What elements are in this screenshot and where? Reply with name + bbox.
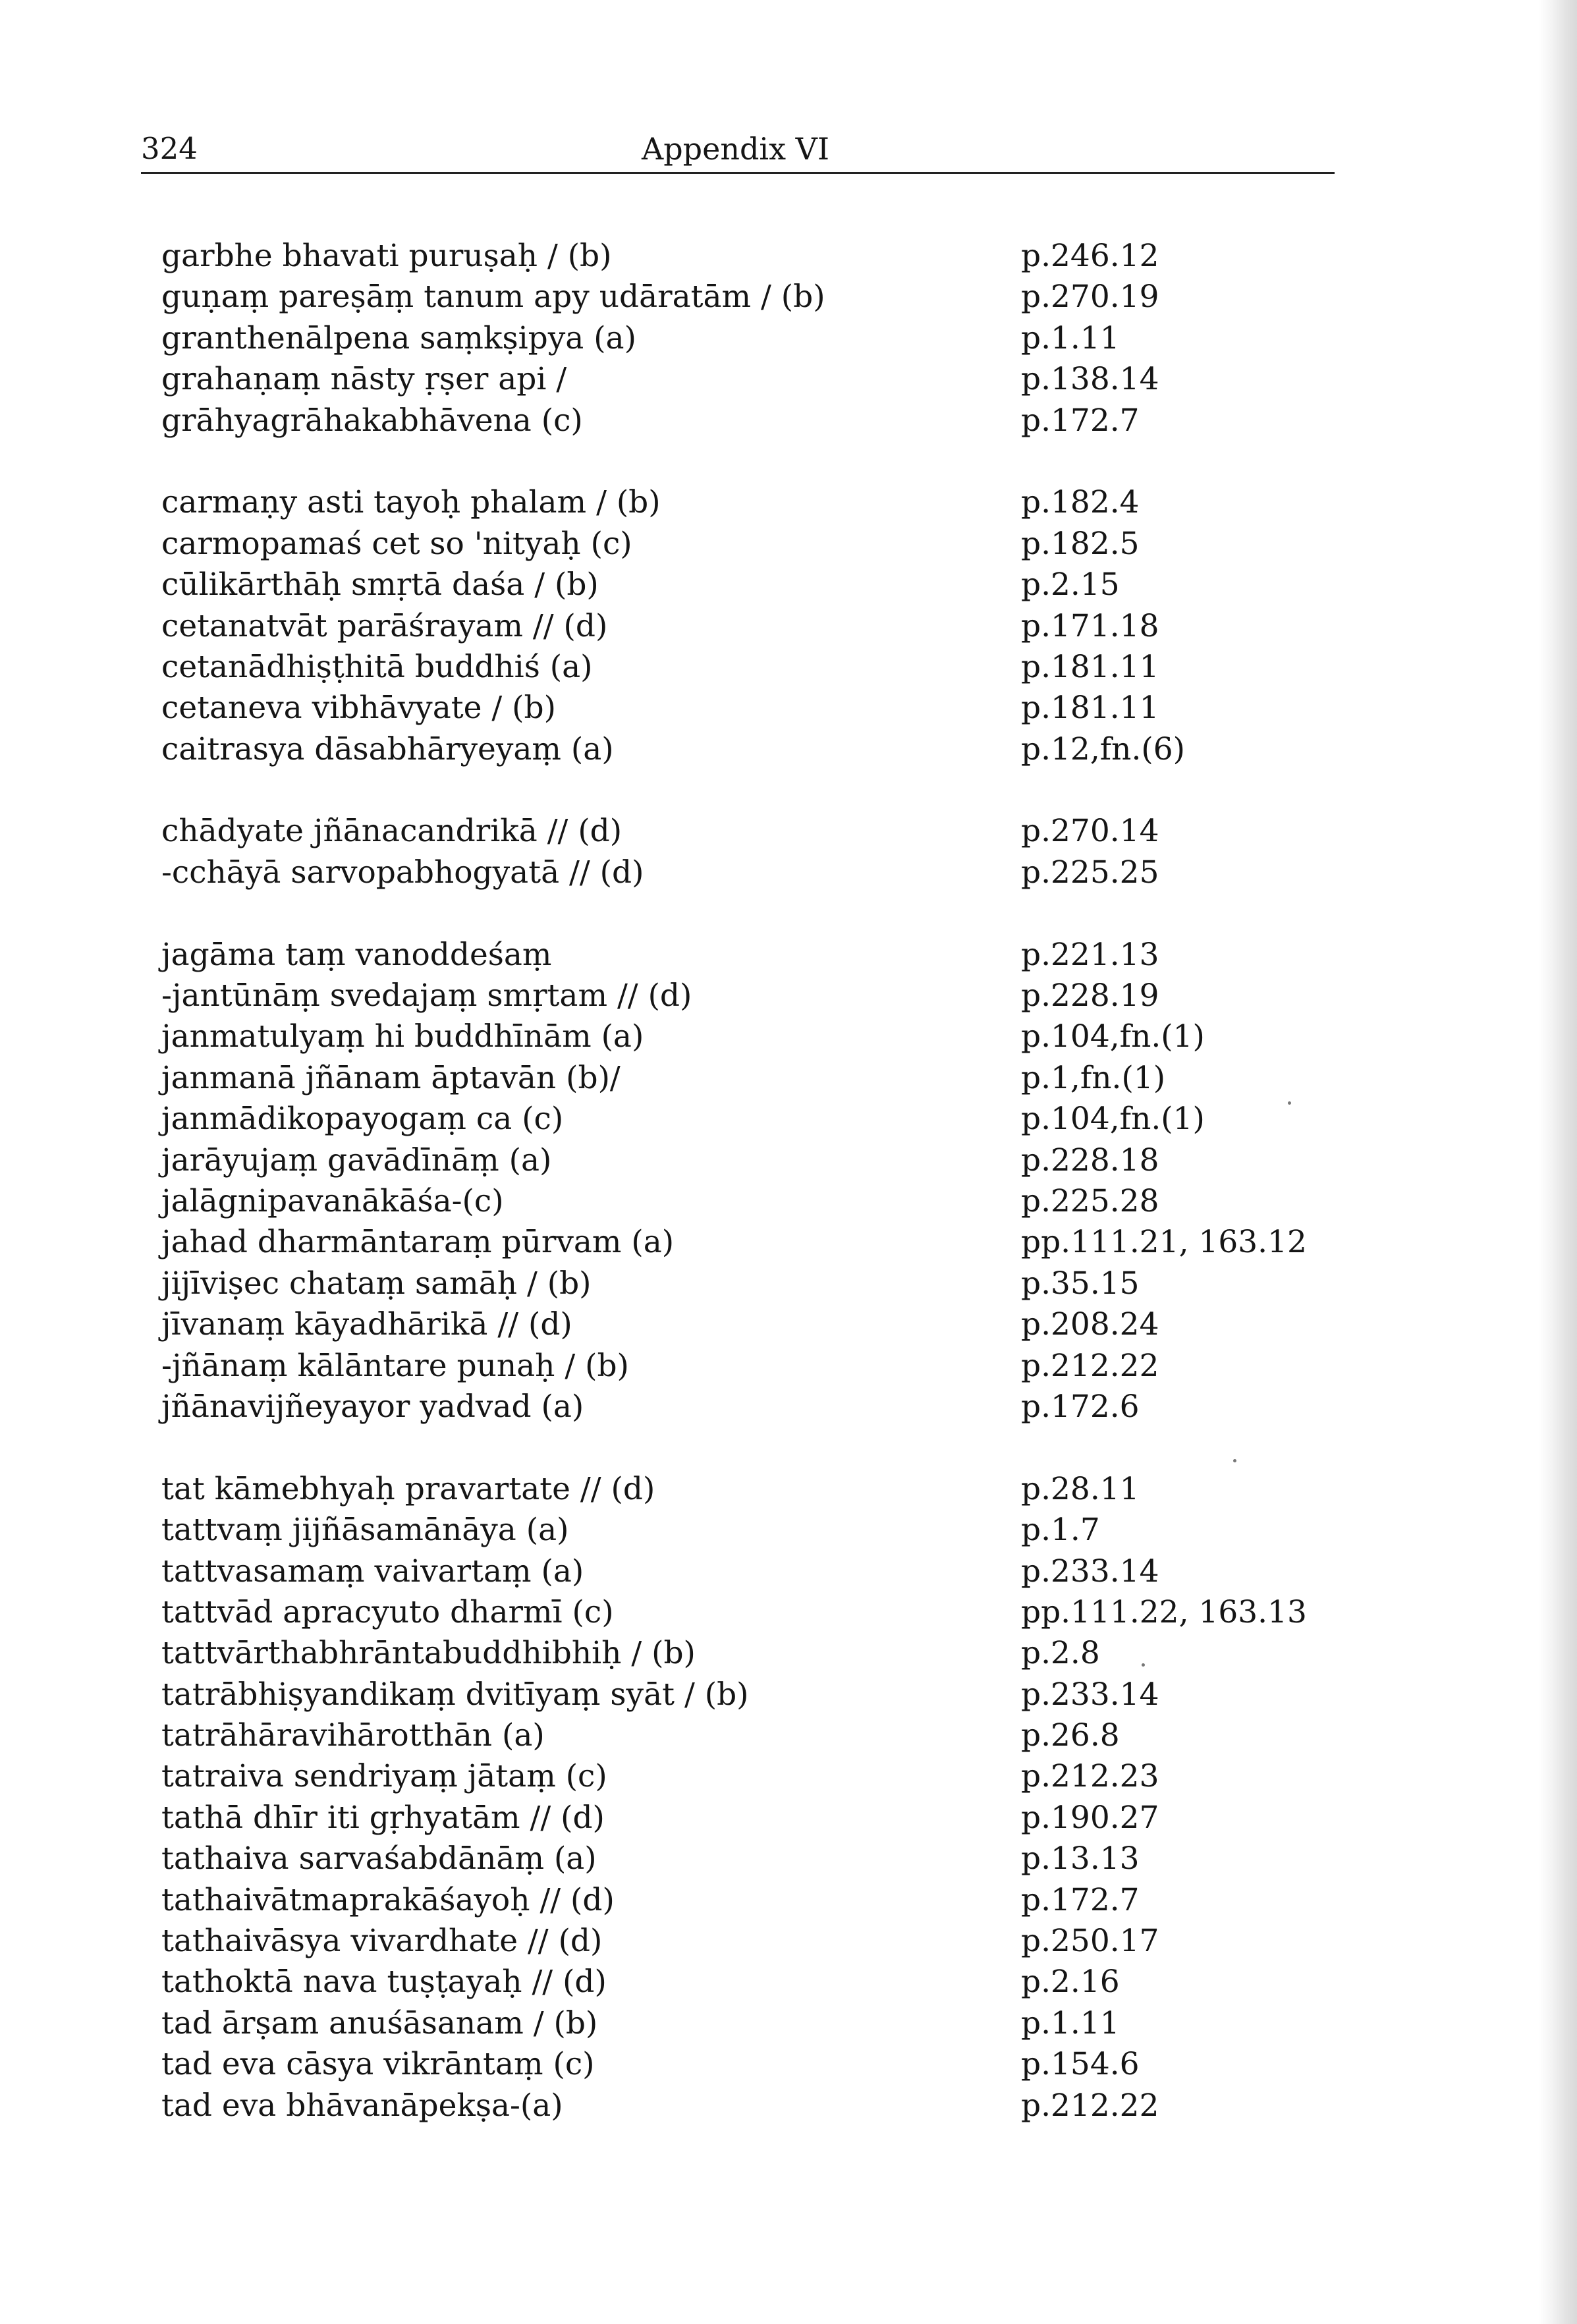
entry-group — [161, 935, 1334, 1428]
page-reference: p.104,fn.(1) — [1021, 1018, 1205, 1055]
index-entry — [161, 1510, 1334, 1551]
verse-text: jagāma taṃ vanoddeśaṃ — [161, 936, 552, 973]
index-entry — [161, 236, 1334, 277]
verse-text: jahad dharmāntaraṃ pūrvam (a) — [161, 1224, 675, 1261]
verse-text: tad eva cāsya vikrāntaṃ (c) — [161, 2046, 595, 2083]
index-entry — [161, 318, 1334, 359]
page-reference: p.2.8 — [1021, 1635, 1100, 1672]
page-reference: p.208.24 — [1021, 1306, 1159, 1343]
page-reference: p.1.11 — [1021, 2005, 1120, 2041]
verse-text: tattvād apracyuto dharmī (c) — [161, 1593, 614, 1630]
verse-text: carmopamaś cet so 'nityaḥ (c) — [161, 525, 632, 562]
print-speck — [1288, 1101, 1291, 1105]
index-entry — [161, 1140, 1334, 1181]
index-entry — [161, 1346, 1334, 1387]
page-reference: p.228.19 — [1021, 978, 1159, 1014]
verse-text: tatrābhiṣyandikaṃ dvitīyaṃ syāt / (b) — [161, 1676, 749, 1713]
index-entry — [161, 401, 1334, 441]
index-entry — [161, 606, 1334, 647]
index-entry — [161, 935, 1334, 976]
page-reference: p.233.14 — [1021, 1676, 1159, 1713]
index-entry — [161, 1674, 1334, 1715]
index-entry — [161, 1387, 1334, 1427]
verse-text: janmanā jñānam āptavān (b)/ — [161, 1059, 621, 1096]
index-entry — [161, 1551, 1334, 1592]
page-reference: p.225.28 — [1021, 1182, 1159, 1219]
index-entry — [161, 2086, 1334, 2126]
page-reference: p.2.16 — [1021, 1964, 1120, 2001]
index-entry — [161, 1304, 1334, 1345]
page-reference: pp.111.21, 163.12 — [1021, 1224, 1307, 1261]
index-entry — [161, 1099, 1334, 1140]
verse-text: guṇaṃ pareṣāṃ tanum apy udāratām / (b) — [161, 279, 825, 316]
index-entry — [161, 482, 1334, 523]
header-rule — [141, 172, 1335, 174]
page-reference: p.154.6 — [1021, 2046, 1140, 2083]
verse-text: jarāyujaṃ gavādīnāṃ (a) — [161, 1142, 552, 1178]
verse-text: tathaiva sarvaśabdānāṃ (a) — [161, 1840, 597, 1877]
verse-text: tatrāhāravihārotthān (a) — [161, 1717, 545, 1754]
index-entry — [161, 1222, 1334, 1263]
page-number: 324 — [141, 131, 198, 166]
running-header — [141, 129, 1335, 175]
index-entry — [161, 729, 1334, 770]
verse-text: cetanādhiṣṭhitā buddhiś (a) — [161, 648, 593, 685]
verse-text: tattvārthabhrāntabuddhibhiḥ / (b) — [161, 1635, 696, 1672]
page-reference: p.212.23 — [1021, 1758, 1159, 1795]
verse-text: grāhyagrāhakabhāvena (c) — [161, 402, 583, 439]
verse-text: tattvaṃ jijñāsamānāya (a) — [161, 1512, 569, 1549]
index-entry — [161, 2044, 1334, 2085]
page-reference: p.104,fn.(1) — [1021, 1101, 1205, 1138]
verse-text: cūlikārthāḥ smṛtā daśa / (b) — [161, 567, 599, 603]
verse-text: -jñānaṃ kālāntare punaḥ / (b) — [161, 1347, 629, 1384]
index-entry — [161, 2003, 1334, 2044]
print-speck — [1142, 1663, 1145, 1667]
page-reference: p.246.12 — [1021, 238, 1159, 274]
page-reference: p.138.14 — [1021, 361, 1159, 398]
verse-index — [161, 236, 1334, 2167]
page-reference: p.12,fn.(6) — [1021, 731, 1185, 767]
verse-text: jīvanaṃ kāyadhārikā // (d) — [161, 1306, 572, 1343]
verse-text: tathoktā nava tuṣṭayaḥ // (d) — [161, 1964, 607, 2001]
entry-group — [161, 482, 1334, 770]
index-entry — [161, 565, 1334, 605]
index-entry — [161, 1962, 1334, 2003]
verse-text: janmādikopayogaṃ ca (c) — [161, 1101, 564, 1138]
page-reference: p.172.7 — [1021, 1881, 1140, 1918]
page-reference: p.270.14 — [1021, 813, 1159, 850]
index-entry — [161, 1921, 1334, 1962]
verse-text: chādyate jñānacandrikā // (d) — [161, 813, 622, 850]
index-entry — [161, 1263, 1334, 1304]
page-reference: p.26.8 — [1021, 1717, 1120, 1754]
print-speck — [1233, 1459, 1236, 1462]
page-reference: p.182.5 — [1021, 525, 1140, 562]
index-entry — [161, 647, 1334, 688]
verse-text: cetaneva vibhāvyate / (b) — [161, 690, 556, 727]
verse-text: jñānavijñeyayor yadvad (a) — [161, 1388, 584, 1425]
verse-text: grahaṇaṃ nāsty ṛṣer api / — [161, 361, 567, 398]
page-reference: p.13.13 — [1021, 1840, 1140, 1877]
verse-text: tad eva bhāvanāpekṣa-(a) — [161, 2087, 563, 2124]
verse-text: carmaṇy asti tayoḥ phalam / (b) — [161, 484, 661, 521]
running-title: Appendix VI — [642, 131, 830, 167]
verse-text: jalāgnipavanākāśa-(c) — [161, 1182, 504, 1219]
verse-text: cetanatvāt parāśrayam // (d) — [161, 607, 608, 644]
verse-text: caitrasya dāsabhāryeyaṃ (a) — [161, 731, 614, 767]
verse-text: -jantūnāṃ svedajaṃ smṛtam // (d) — [161, 978, 692, 1014]
index-entry — [161, 1633, 1334, 1674]
page-reference: p.233.14 — [1021, 1553, 1159, 1590]
verse-text: tad ārṣam anuśāsanam / (b) — [161, 2005, 598, 2041]
index-entry — [161, 1592, 1334, 1633]
page-reference: p.212.22 — [1021, 1347, 1159, 1384]
index-entry — [161, 688, 1334, 729]
page-reference: p.172.6 — [1021, 1388, 1140, 1425]
index-entry — [161, 1181, 1334, 1222]
index-entry — [161, 277, 1334, 318]
verse-text: tathā dhīr iti gṛhyatām // (d) — [161, 1799, 605, 1836]
page-reference: p.35.15 — [1021, 1265, 1140, 1302]
index-entry — [161, 1839, 1334, 1879]
index-entry — [161, 1058, 1334, 1099]
page-reference: p.190.27 — [1021, 1799, 1159, 1836]
page-reference: p.221.13 — [1021, 936, 1159, 973]
page-reference: p.181.11 — [1021, 648, 1159, 685]
page-reference: p.2.15 — [1021, 567, 1120, 603]
verse-text: garbhe bhavati puruṣaḥ / (b) — [161, 238, 612, 274]
index-entry — [161, 1880, 1334, 1921]
index-entry — [161, 852, 1334, 893]
verse-text: jijīviṣec chataṃ samāḥ / (b) — [161, 1265, 592, 1302]
index-entry — [161, 1715, 1334, 1756]
entry-group — [161, 811, 1334, 893]
entry-group — [161, 1469, 1334, 2126]
page-reference: p.1,fn.(1) — [1021, 1059, 1166, 1096]
page-reference: p.212.22 — [1021, 2087, 1159, 2124]
page-reference: p.28.11 — [1021, 1470, 1140, 1507]
page-reference: p.228.18 — [1021, 1142, 1159, 1178]
index-entry — [161, 1469, 1334, 1510]
index-entry — [161, 1016, 1334, 1057]
page-reference: p.182.4 — [1021, 484, 1140, 521]
entry-group — [161, 236, 1334, 441]
verse-text: granthenālpena saṃkṣipya (a) — [161, 319, 636, 356]
page-reference: p.1.7 — [1021, 1512, 1100, 1549]
index-entry — [161, 524, 1334, 565]
page-reference: p.172.7 — [1021, 402, 1140, 439]
verse-text: tathaivātmaprakāśayoḥ // (d) — [161, 1881, 615, 1918]
verse-text: tathaivāsya vivardhate // (d) — [161, 1923, 603, 1960]
page-reference: p.181.11 — [1021, 690, 1159, 727]
page-gutter-shadow — [1539, 0, 1577, 2324]
verse-text: tatraiva sendriyaṃ jātaṃ (c) — [161, 1758, 607, 1795]
page-reference: p.250.17 — [1021, 1923, 1159, 1960]
page-reference: p.171.18 — [1021, 607, 1159, 644]
index-entry — [161, 976, 1334, 1016]
index-entry — [161, 811, 1334, 852]
index-entry — [161, 1798, 1334, 1839]
page-reference: p.225.25 — [1021, 854, 1159, 891]
page-reference: pp.111.22, 163.13 — [1021, 1593, 1307, 1630]
verse-text: janmatulyaṃ hi buddhīnām (a) — [161, 1018, 644, 1055]
verse-text: tat kāmebhyaḥ pravartate // (d) — [161, 1470, 655, 1507]
index-entry — [161, 1756, 1334, 1797]
page-reference: p.270.19 — [1021, 279, 1159, 316]
page-reference: p.1.11 — [1021, 319, 1120, 356]
index-entry — [161, 359, 1334, 400]
verse-text: -cchāyā sarvopabhogyatā // (d) — [161, 854, 644, 891]
verse-text: tattvasamaṃ vaivartaṃ (a) — [161, 1553, 584, 1590]
